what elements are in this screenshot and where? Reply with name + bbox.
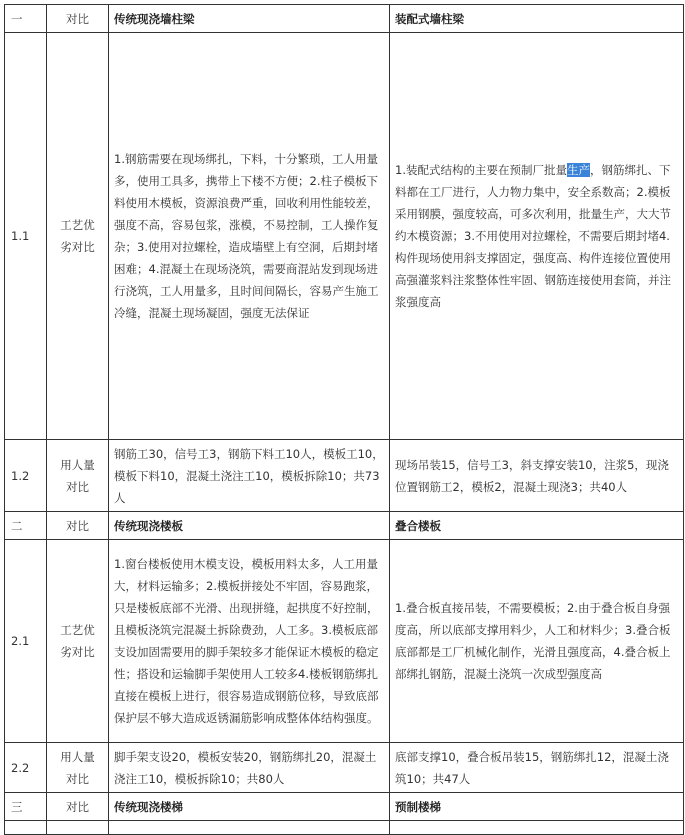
text-segment: ，钢筋绑扎、下料都在工厂进行，人力物力集中，安全系数高；2.模板采用钢膜，强度较高，可多次利用，批量生产，大大节约木模资源；3.不用使用对拉螺栓，不需要后期封堵4.构件现场使用斜支撑固定，强度高、构件连接位置使用高强灌浆料注浆整体性牢固、钢筋连接使用套筒，并注浆强度高	[395, 163, 671, 309]
compare-label: 对比	[47, 793, 109, 821]
right-column-title: 叠合楼板	[390, 512, 684, 540]
selected-text-highlight[interactable]: 生产	[566, 163, 590, 177]
section-header-row	[5, 793, 684, 821]
right-column-title: 预制楼梯	[390, 793, 684, 821]
row-number: 2.1	[5, 540, 47, 743]
prefab-description	[390, 33, 684, 440]
table-row	[5, 33, 684, 440]
section-header-row	[5, 5, 684, 33]
traditional-description: 脚手架支设20，模板安装20，钢筋绑扎20，混凝土浇注工10，模板拆除10；共80人	[109, 743, 390, 793]
table-row	[5, 743, 684, 793]
traditional-description: 1.钢筋需要在现场绑扎，下料，十分繁琐，工人用量多，使用工具多，携带上下楼不方便；2.柱子模板下料使用木模板，资源浪费严重，回收利用性能较差，强度不高，容易包浆，涨模，不易控制，工人操作复杂；3.使用对拉螺栓，造成墙壁上有空洞，后期封堵困难；4.混凝土在现场浇筑，需要商混站发到现场进行浇筑，工人用量多，且时间间隔长，容易产生施工冷缝，混凝土现场凝固，强度无法保证	[109, 33, 390, 440]
prefab-description: 1.叠合板直接吊装，不需要模板；2.由于叠合板自身强度高，所以底部支撑用料少，人工和材料少；3.叠合板底部都是工厂机械化制作，光滑且强度高，4.叠合板上部绑扎钢筋，混凝土浇筑一次成型强度高	[390, 540, 684, 743]
left-column-title: 传统现浇墙柱梁	[109, 5, 390, 33]
row-label: 用人量对比	[47, 440, 109, 512]
right-column-title: 装配式墙柱梁	[390, 5, 684, 33]
section-header-row	[5, 512, 684, 540]
prefab-description: 现场吊装15，信号工3，斜支撑安装10，注浆5，现浇位置钢筋工2，模板2，混凝土现浇3；共40人	[390, 440, 684, 512]
section-number: 一	[5, 5, 47, 33]
compare-label: 对比	[47, 512, 109, 540]
row-label: 用人量对比	[47, 743, 109, 793]
section-number: 二	[5, 512, 47, 540]
table-row	[5, 540, 684, 743]
traditional-description: 1.窗台楼板使用木模支设，模板用料太多，人工用量大，材料运输多；2.模板拼接处不牢固，容易跑浆，只是楼板底部不光滑、出现拼缝，起拱度不好控制，且模板浇筑完混凝土拆除费劲，人工多。3.模板底部支设加固需要用的脚手架较多才能保证木模板的稳定性；搭设和运输脚手架使用人工较多4.楼板钢筋绑扎直接在模板上进行，很容易造成钢筋位移，导致底部保护层不够大造成返锈漏筋影响成整体体结构强度。	[109, 540, 390, 743]
prefab-description: 底部支撑10，叠合板吊装15，钢筋绑扎12，混凝土浇筑10；共47人	[390, 743, 684, 793]
row-number: 1.1	[5, 33, 47, 440]
left-column-title: 传统现浇楼板	[109, 512, 390, 540]
traditional-description: 钢筋工30，信号工3，钢筋下料工10人，模板工10，模板下料10，混凝土浇注工10，模板拆除10；共73人	[109, 440, 390, 512]
row-number: 2.2	[5, 743, 47, 793]
compare-label: 对比	[47, 5, 109, 33]
text-segment: 1.装配式结构的主要在预制厂批量	[395, 163, 567, 177]
row-label: 工艺优劣对比	[47, 33, 109, 440]
comparison-table	[4, 4, 684, 835]
left-column-title: 传统现浇楼梯	[109, 793, 390, 821]
row-number: 1.2	[5, 440, 47, 512]
section-number: 三	[5, 793, 47, 821]
row-label: 工艺优劣对比	[47, 540, 109, 743]
table-row	[5, 440, 684, 512]
